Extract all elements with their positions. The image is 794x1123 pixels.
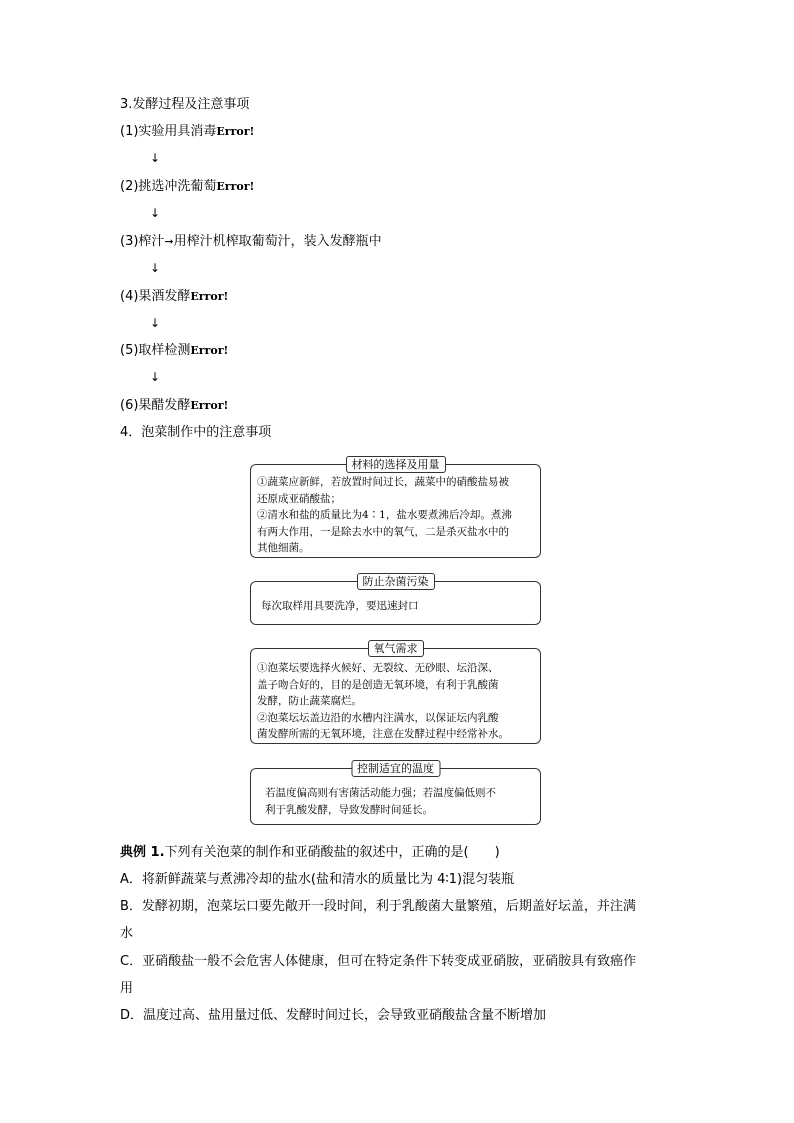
- error-field: Error!: [216, 180, 255, 193]
- flow-step-4: [120, 288, 228, 306]
- note-box-body: [261, 598, 419, 615]
- flow-step-1: [120, 123, 254, 141]
- question-text: 下列有关泡菜的制作和亚硝酸盐的叙述中，正确的是( ): [164, 845, 500, 860]
- note-line: 发酵，防止蔬菜腐烂。: [257, 695, 362, 707]
- flow-step-label: (4)果酒发酵: [120, 289, 191, 304]
- right-arrow-icon: ➞: [164, 235, 174, 248]
- down-arrow-icon: ↓: [150, 370, 161, 384]
- note-line: 每次取样用具要洗净，要迅速封口: [261, 600, 419, 612]
- note-box-title: 控制适宜的温度: [351, 760, 440, 777]
- note-line: ②泡菜坛坛盖边沿的水槽内注满水，以保证坛内乳酸: [257, 711, 499, 724]
- note-box-title: 防止杂菌污染: [357, 573, 435, 590]
- down-arrow-icon: ↓: [150, 261, 161, 275]
- option-c: C．亚硝酸盐一般不会危害人体健康，但可在特定条件下转变成亚硝胺，亚硝胺具有致癌作: [120, 954, 637, 969]
- section-4-heading: 4．泡菜制作中的注意事项: [120, 425, 272, 440]
- flow-step-label: (1)实验用具消毒: [120, 124, 217, 139]
- example-tag: 典例 1.: [120, 845, 165, 860]
- error-field: Error!: [190, 290, 229, 303]
- note-line: 盖子吻合好的，目的是创造无氧环境，有利于乳酸菌: [257, 678, 499, 691]
- flow-step-label: (3)榨汁: [120, 234, 165, 249]
- down-arrow-icon: ↓: [150, 316, 161, 330]
- note-line: 利于乳酸发酵，导致发酵时间延长。: [265, 803, 433, 816]
- section-3-heading: 3.发酵过程及注意事项: [120, 97, 250, 112]
- note-box-body: [257, 474, 512, 557]
- option-a: A．将新鲜蔬菜与煮沸冷却的盐水(盐和清水的质量比为 4∶1)混匀装瓶: [120, 872, 515, 887]
- flow-step-5: [120, 342, 228, 360]
- note-box-body: [265, 785, 496, 818]
- example-question-stem: [120, 844, 500, 862]
- flow-step-label: (5)取样检测: [120, 343, 191, 358]
- note-line: 菌发酵所需的无氧环境，注意在发酵过程中经常补水。: [257, 728, 509, 740]
- flow-step-3: [120, 233, 382, 251]
- error-field: Error!: [190, 399, 229, 412]
- option-d: D．温度过高、盐用量过低、发酵时间过长，会导致亚硝酸盐含量不断增加: [120, 1008, 547, 1023]
- flow-step-6: [120, 397, 228, 415]
- down-arrow-icon: ↓: [150, 206, 161, 220]
- note-line: ①泡菜坛要选择火候好、无裂纹、无砂眼、坛沿深、: [257, 662, 499, 674]
- flow-step-label: (6)果醋发酵: [120, 398, 191, 413]
- note-line: 若温度偏高则有害菌活动能力强；若温度偏低则不: [265, 787, 496, 799]
- note-box-body: [257, 660, 509, 743]
- note-box-materials: [250, 458, 541, 558]
- note-box-contamination: [250, 575, 541, 625]
- error-field: Error!: [190, 344, 229, 357]
- note-box-oxygen: [250, 642, 541, 744]
- note-line: 有两大作用，一是除去水中的氧气，二是杀灭盐水中的: [257, 525, 509, 538]
- error-field: Error!: [216, 125, 255, 138]
- note-box-title: 材料的选择及用量: [346, 456, 446, 473]
- note-line: 其他细菌。: [257, 542, 310, 554]
- option-c-continued: 用: [120, 981, 134, 996]
- flow-step-label: (2)挑选冲洗葡萄: [120, 179, 217, 194]
- note-box-title: 氧气需求: [368, 640, 424, 657]
- note-box-temperature: [250, 762, 541, 825]
- flow-step-2: [120, 178, 254, 196]
- flow-step-detail: 用榨汁机榨取葡萄汁，装入发酵瓶中: [173, 234, 382, 249]
- option-b: B．发酵初期，泡菜坛口要先敞开一段时间，利于乳酸菌大量繁殖，后期盖好坛盖，并注满: [120, 899, 636, 914]
- note-line: ①蔬菜应新鲜，若放置时间过长，蔬菜中的硝酸盐易被: [257, 476, 509, 488]
- down-arrow-icon: ↓: [150, 151, 161, 165]
- note-line: ②清水和盐的质量比为4∶1，盐水要煮沸后冷却。煮沸: [257, 509, 512, 521]
- option-b-continued: 水: [120, 926, 134, 941]
- note-line: 还原成亚硝酸盐；: [257, 492, 341, 505]
